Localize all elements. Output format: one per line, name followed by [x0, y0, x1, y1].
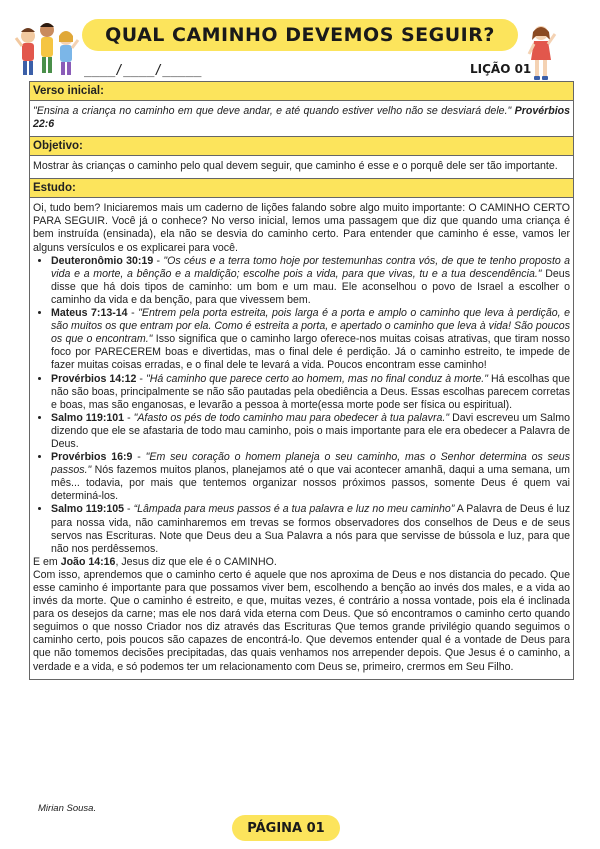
bible-reference: Salmo 119:101	[51, 411, 125, 424]
list-item: • Salmo 119:105 - “Lâmpada para meus passos é a tua palavra e luz no meu caminho” A Palavra de Deus é luz para nossa vida, não caminharemos em trevas se formos observadores dos conselhos de Deus e de seus servos nas Escrituras. Note que Deus deu a Sua Palavra a nós para que servisse de bússola e luz, para que não nos perdêssemos.	[51, 503, 570, 555]
list-item: • Salmo 119:101 - "Afasto os pés de todo caminho mau para obedecer à tua palavra." Davi escreveu um Salmo dizendo que ele se afastaria de todo mau caminho, pois o mais importante para ele era obedecer a Palavra de Deus.	[51, 412, 570, 451]
list-item: • Provérbios 14:12 - "Há caminho que parece certo ao homem, mas no final conduz à morte." Há escolhas que não são boas, principalmente se não são pautadas pela obediência a Deus. Essas escolhas parecem corretas e boas, mas são enganosas, e levarão a pessoa à morte(essa morte pode ser física ou espiritual).	[51, 373, 570, 412]
explanation: Nós fazemos muitos planos, planejamos até o que vai acontecer amanhã, daqui a uma semana, um mês... todavia, por mais que tentemos organizar nossos próximos passos, somente Deus é quem vai determiná-los.	[51, 464, 570, 503]
objective-heading: Objetivo:	[30, 137, 573, 156]
study-intro: Oi, tudo bem? Iniciaremos mais um caderno de lições falando sobre algo muito importante: O CAMINHO CERTO PARA SEGUIR. Você já o conhece? No verso inicial, lemos uma passagem que diz que quando uma criança é bem instruída (ensinada), ela não se desvia do caminho certo. Para entender que caminho é esse, vamos ler alguns versículos e os explicarei para você.	[33, 202, 570, 254]
bible-reference: Provérbios 14:12	[51, 372, 137, 385]
study-conclusion: Com isso, aprendemos que o caminho certo é aquele que nos aproxima de Deus e nos distancia do pecado. Que esse caminho é importante para que possamos viver bem, escolhendo a benção ao invés dos males, e a vida ao invés da morte. Que o caminho é estreito, e que, muitas vezes, é contrário a nossa vontade, pois ela é inclinada para os desejos da carne; mas ele nos dará vida eterna com Deus. Que só encontramos o caminho certo quando seguimos o que nosso Criador nos diz através das Escrituras Que temos grande privilégio quando seguimos o caminho certo, pois poucos são capazes de encontrá-lo. Que devemos entender qual é a vontade de Deus para que não tomemos decisões precipitadas, das quais venhamos nos arrepender depois. Que Jesus é o caminho, a verdade e a vida, e só podemos ter um relacionamento com Deus se, primeiro, crermos em Seu Filho.	[33, 568, 570, 673]
children-group-illustration	[14, 16, 80, 82]
explanation: Deus disse que há dois tipos de caminho: um bom e um mau. Ele aconselhou o povo de Israel a escolher o caminho da vida e da benção, para que vivessem bem.	[51, 267, 570, 306]
author-name: Mirian Sousa.	[38, 803, 97, 814]
page-title: QUAL CAMINHO DEVEMOS SEGUIR?	[82, 19, 518, 51]
verse-reference: Provérbios 22:6	[33, 105, 570, 131]
bible-reference: Mateus 7:13-14	[51, 307, 128, 320]
explanation: Há escolhas que não são boas, principalmente se não são pautadas pela obediência a Deus. Essas escolhas parecem corretas e boas, mas são enganosas, e levarão a pessoa à morte(essa morte pode ser física ou espiritual).	[51, 372, 570, 411]
verse-heading: Verso inicial:	[30, 82, 573, 101]
list-item: • Mateus 7:13-14 - "Entrem pela porta estreita, pois larga é a porta e amplo o caminho que leva à perdição, e são muitos os que entram por ela. Como é estreita a porta, e apertado o caminho que leva à vida! São poucos os que o encontram." Isso significa que o caminho largo oferece-nos muitas coisas atrativas, que tiram nosso foco por PARECEREM boas e divertidas, mas o final dele é perdição. Já o caminho estreito, te impede de fazer muitas coisas erradas, e o final dele te levará a vida. Poucos encontram esse caminho!	[51, 307, 570, 372]
explanation: Davi escreveu um Salmo dizendo que ele se afastaria de todo mau caminho, pois o mais importante para ele era obedecer a Palavra de Deus.	[51, 411, 570, 450]
page-number: PÁGINA 01	[232, 815, 340, 841]
john-text: , Jesus diz que ele é o CAMINHO.	[115, 555, 277, 568]
bible-quote: "Os céus e a terra tomo hoje por testemunhas contra vós, de que te tenho proposto a vida e a morte, a bênção e a maldição; escolhe pois a vida, para que vivas, tu e a tua descendência."	[51, 254, 570, 280]
verse-text: "Ensina a criança no caminho em que deve andar, e até quando estiver velho não se desviará dele."	[33, 105, 512, 117]
verse-section	[30, 101, 573, 137]
explanation: Isso significa que o caminho largo oferece-nos muitas coisas atrativas, que tiram nosso foco por PARECEREM boas e divertidas, mas o final dele é perdição. Já o caminho estreito, te impede de fazer muitas coisas erradas, e o final dele te levará a vida. Poucos encontram esse caminho!	[51, 333, 570, 372]
study-heading: Estudo:	[30, 179, 573, 198]
bible-quote: “Lâmpada para meus passos é a tua palavra e luz no meu caminho”	[133, 503, 455, 516]
bible-quote: "Afasto os pés de todo caminho mau para obedecer à tua palavra."	[133, 411, 450, 424]
bible-reference: Provérbios 16:9	[51, 451, 133, 464]
list-item: • Provérbios 16:9 - "Em seu coração o homem planeja o seu caminho, mas o Senhor determina os seus passos." Nós fazemos muitos planos, planejamos até o que vai acontecer amanhã, daqui a uma semana, um mês... todavia, por mais que tentemos organizar nossos próximos passos, somente Deus é quem vai determiná-los.	[51, 451, 570, 503]
explanation: A Palavra de Deus é luz para nossa vida, não caminharemos em trevas se formos observadores dos conselhos de Deus e de seus servos nas Escrituras. Note que Deus deu a Sua Palavra a nós para que servisse de bússola e luz, para que não nos perdêssemos.	[51, 503, 571, 555]
john-line	[33, 556, 570, 569]
verse-list	[33, 255, 570, 556]
study-section	[30, 198, 573, 679]
lesson-content	[29, 81, 574, 680]
bible-quote: "Entrem pela porta estreita, pois larga é a porta e amplo o caminho que leva à perdição, e são muitos os que entram por ela. Como é estreita a porta, e apertado o caminho que leva à vida! São poucos os que o encontram."	[51, 307, 570, 346]
objective-text: Mostrar às crianças o caminho pelo qual devem seguir, que caminho é esse e o porquê dele ser tão importante.	[30, 156, 573, 179]
date-blank: ____/____/_____	[84, 63, 202, 78]
list-item: • Deuteronômio 30:19 - "Os céus e a terra tomo hoje por testemunhas contra vós, de que te tenho proposto a vida e a morte, a bênção e a maldição; escolhe pois a vida, para que vivas, tu e a tua descendência." Deus disse que há dois tipos de caminho: um bom e um mau. Ele aconselhou o povo de Israel a escolher o caminho da vida e da benção, para que vivessem bem.	[51, 255, 570, 307]
bible-quote: "Em seu coração o homem planeja o seu caminho, mas o Senhor determina os seus passos."	[51, 451, 570, 477]
bible-quote: "Há caminho que parece certo ao homem, mas no final conduz à morte."	[145, 372, 488, 385]
bible-reference: Deuteronômio 30:19	[51, 254, 154, 267]
bible-reference: João 14:16	[60, 555, 116, 568]
bible-reference: Salmo 119:105	[51, 503, 125, 516]
lesson-number: LIÇÃO 01	[470, 62, 532, 76]
john-prefix: E em	[33, 555, 58, 568]
